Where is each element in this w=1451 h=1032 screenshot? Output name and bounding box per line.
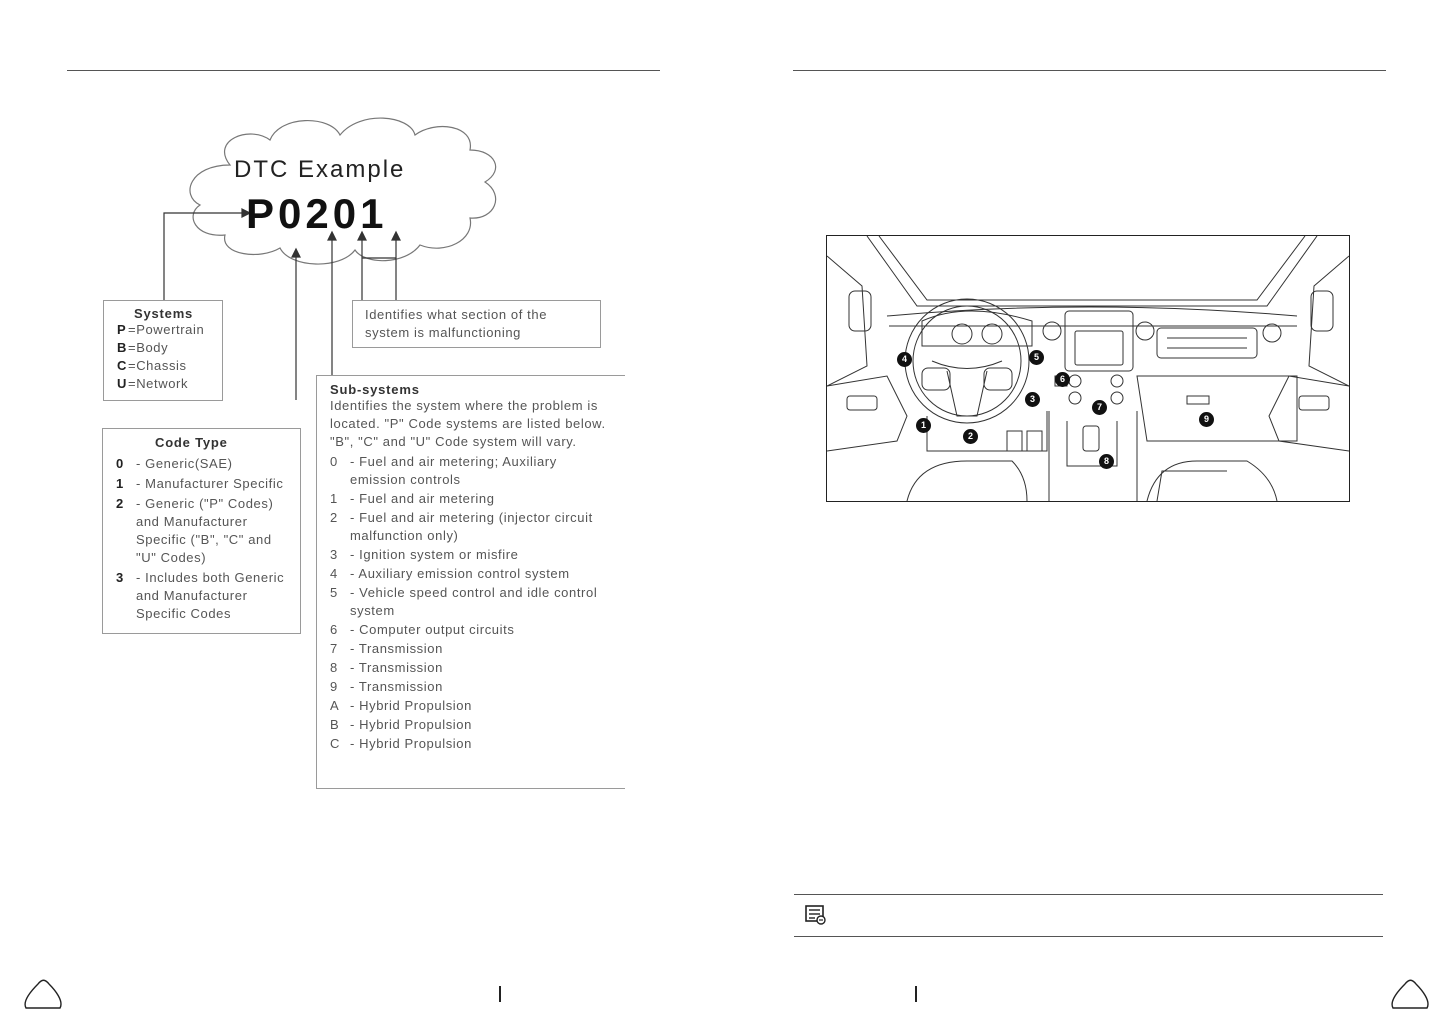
subsystem-item xyxy=(330,546,617,564)
subsystem-item xyxy=(330,697,617,715)
systems-title: Systems xyxy=(134,306,194,321)
section-box xyxy=(352,300,601,348)
systems-item-key: B xyxy=(117,340,127,355)
systems-box xyxy=(103,300,223,401)
subsystems-title: Sub-systems xyxy=(330,382,420,397)
subsystem-item-key: 0 xyxy=(330,454,338,469)
subsystem-item xyxy=(330,565,617,583)
subsystem-item-text: - Vehicle speed control and idle control system xyxy=(350,585,598,618)
systems-item-key: P xyxy=(117,322,127,337)
subsystem-item-text: - Fuel and air metering (injector circuit malfunction only) xyxy=(350,510,593,543)
subsystem-item-text: - Ignition system or misfire xyxy=(350,547,519,562)
code-type-item-key: 1 xyxy=(116,476,124,491)
code-type-item-text: - Generic ("P" Codes) and Manufacturer Specific ("B", "C" and "U" Codes) xyxy=(136,496,274,565)
subsystems-intro: Identifies the system where the problem is located. "P" Code systems are listed below. "B", "C" and "U" Code system will vary. xyxy=(330,398,606,449)
code-type-title: Code Type xyxy=(155,435,228,450)
systems-item-text: =Powertrain xyxy=(128,322,205,337)
subsystem-item-key: 5 xyxy=(330,585,338,600)
code-type-item-key: 0 xyxy=(116,456,124,471)
systems-item-text: =Body xyxy=(128,340,169,355)
subsystem-item xyxy=(330,716,617,734)
subsystem-item-key: 4 xyxy=(330,566,338,581)
code-type-item-key: 3 xyxy=(116,570,124,585)
systems-item xyxy=(117,321,222,339)
subsystem-item xyxy=(330,453,617,489)
code-type-item xyxy=(116,455,292,473)
dashboard-drawing xyxy=(827,236,1349,501)
subsystem-item-key: 8 xyxy=(330,660,338,675)
marker-9: 9 xyxy=(1199,412,1214,427)
subsystem-item-key: 9 xyxy=(330,679,338,694)
subsystem-item-key: 7 xyxy=(330,641,338,656)
marker-2: 2 xyxy=(963,429,978,444)
code-type-item-text: - Includes both Generic and Manufacturer Specific Codes xyxy=(136,570,285,621)
code-type-item-text: - Manufacturer Specific xyxy=(136,476,284,491)
code-type-list xyxy=(116,455,292,623)
subsystem-item xyxy=(330,735,617,753)
code-type-item xyxy=(116,569,292,623)
subsystem-item xyxy=(330,509,617,545)
subsystem-item xyxy=(330,659,617,677)
note-bottom-rule xyxy=(794,936,1383,937)
code-type-item xyxy=(116,475,292,493)
subsystem-item-key: 3 xyxy=(330,547,338,562)
subsystem-item xyxy=(330,621,617,639)
subsystem-item-key: C xyxy=(330,736,340,751)
left-page-divider xyxy=(499,986,501,1002)
systems-item-key: U xyxy=(117,376,127,391)
subsystem-item xyxy=(330,678,617,696)
marker-5: 5 xyxy=(1029,350,1044,365)
subsystem-item-text: - Fuel and air metering; Auxiliary emission controls xyxy=(350,454,557,487)
subsystem-item-text: - Fuel and air metering xyxy=(350,491,495,506)
subsystem-item-text: - Transmission xyxy=(350,660,443,675)
subsystem-item-text: - Hybrid Propulsion xyxy=(350,698,472,713)
subsystem-item-text: - Transmission xyxy=(350,641,443,656)
systems-item xyxy=(117,339,222,357)
subsystem-item-key: 1 xyxy=(330,491,338,506)
dtc-heading: DTC Example xyxy=(234,156,406,183)
systems-item-text: =Chassis xyxy=(128,358,187,373)
subsystem-item-text: - Computer output circuits xyxy=(350,622,515,637)
subsystem-item-text: - Hybrid Propulsion xyxy=(350,717,472,732)
systems-item xyxy=(117,357,222,375)
subsystem-item xyxy=(330,640,617,658)
subsystem-item-key: 6 xyxy=(330,622,338,637)
code-type-item xyxy=(116,495,292,567)
dashboard-illustration xyxy=(826,235,1350,502)
marker-4: 4 xyxy=(897,352,912,367)
systems-item xyxy=(117,375,222,393)
marker-1: 1 xyxy=(916,418,931,433)
code-type-item-key: 2 xyxy=(116,496,124,511)
systems-list xyxy=(117,321,222,393)
code-type-box xyxy=(102,428,301,634)
corner-shape-icon xyxy=(22,976,64,1012)
marker-8: 8 xyxy=(1099,454,1114,469)
right-header-rule xyxy=(793,70,1386,71)
subsystem-item-key: A xyxy=(330,698,340,713)
subsystem-item-text: - Auxiliary emission control system xyxy=(350,566,570,581)
subsystem-item-key: B xyxy=(330,717,340,732)
corner-shape-icon xyxy=(1389,976,1431,1012)
subsystems-list xyxy=(330,453,617,753)
left-header-rule xyxy=(67,70,660,71)
subsystem-item-key: 2 xyxy=(330,510,338,525)
subsystem-item-text: - Hybrid Propulsion xyxy=(350,736,472,751)
right-page-divider xyxy=(915,986,917,1002)
code-type-item-text: - Generic(SAE) xyxy=(136,456,233,471)
subsystem-item-text: - Transmission xyxy=(350,679,443,694)
dtc-code: P0201 xyxy=(246,190,388,237)
marker-6: 6 xyxy=(1055,372,1070,387)
systems-item-text: =Network xyxy=(128,376,189,391)
marker-3: 3 xyxy=(1025,392,1040,407)
note-top-rule xyxy=(794,894,1383,895)
subsystem-item xyxy=(330,490,617,508)
subsystems-box xyxy=(316,375,625,789)
section-text: Identifies what section of the system is malfunctioning xyxy=(365,307,548,340)
note-icon xyxy=(805,905,827,925)
subsystem-item xyxy=(330,584,617,620)
systems-item-key: C xyxy=(117,358,127,373)
marker-7: 7 xyxy=(1092,400,1107,415)
